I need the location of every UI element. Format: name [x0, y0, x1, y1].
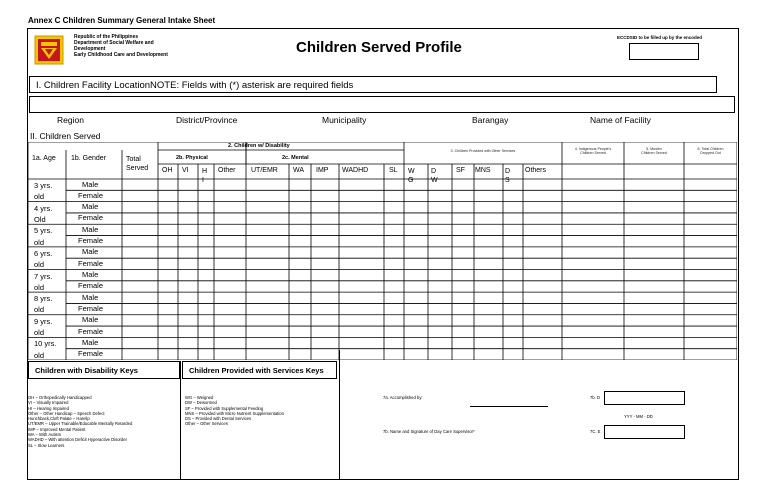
col-oh: OH: [162, 167, 173, 174]
gender-label: Female: [78, 258, 104, 268]
col-ds: [505, 167, 510, 185]
age-group-label-line: old: [34, 328, 45, 338]
col-wa: WA: [293, 167, 305, 174]
physical-header: 2b. Physical: [176, 155, 208, 161]
keys-divider: [180, 361, 181, 479]
age-group-label: [34, 293, 52, 316]
age-group-label-line: old: [34, 260, 45, 270]
age-group-label-line: 9 yrs.: [34, 316, 53, 326]
agency-line: Development: [74, 46, 106, 52]
col-dw-line: W: [431, 177, 438, 184]
age-group-label-line: old: [34, 350, 45, 360]
signature-divider: [339, 350, 340, 479]
municipality-label: Municipality: [322, 115, 367, 125]
children-served-table: [28, 142, 737, 360]
disability-key-item: HI – Hearing Impaired: [28, 405, 69, 411]
age-group-header-line: 1a. Age: [32, 155, 56, 162]
col-mns: MNS: [475, 167, 491, 174]
section1-title: I. Children Facility LocationNOTE: Fields with (*) asterisk are required fields: [29, 76, 717, 93]
age-group-label: [34, 203, 52, 226]
total-served-header: [126, 155, 148, 173]
disability-key-item: VI – Visually Impaired: [28, 400, 69, 406]
indigenous-header: [562, 147, 624, 155]
date-format: YYY - MM - DD: [624, 414, 653, 419]
section2-title: II. Children Served: [30, 131, 101, 141]
col-wg: [408, 167, 415, 185]
col-wg-line: G: [408, 177, 414, 184]
agency-line: Early Childhood Care and Development: [74, 52, 168, 58]
age-group-label-line: 4 yrs.: [34, 203, 53, 213]
age-group-label-line: 5 yrs.: [34, 226, 53, 236]
services-keys-title: Children Provided with Services Keys: [182, 361, 337, 379]
gender-label: Female: [78, 281, 104, 291]
agency-name: [74, 34, 168, 58]
annex-title: Annex C Children Summary General Intake Sheet: [28, 16, 216, 25]
total-served-header-line: Total: [126, 156, 141, 163]
col-hi: [202, 167, 207, 185]
form-title: Children Served Profile: [296, 39, 462, 56]
gender-label: Male: [82, 247, 99, 257]
table-grid-lines: [28, 142, 737, 360]
field-7c[interactable]: [604, 425, 685, 439]
gender-header: 1b. Gender: [71, 155, 107, 162]
age-group-label-line: 7 yrs.: [34, 271, 53, 281]
muslim-header: [624, 147, 684, 155]
dswd-logo-icon: [34, 35, 64, 65]
col-sl: SL: [389, 167, 398, 174]
age-group-label-line: 8 yrs.: [34, 294, 53, 304]
disability-key-item: Hunchback,Cleft Palate – Harelip: [28, 416, 90, 422]
gender-label: Female: [78, 326, 104, 336]
disability-keys-list: [28, 395, 132, 448]
col-hi-line: H: [202, 168, 208, 175]
age-group-label: [34, 248, 52, 271]
date-label: 7b. D: [590, 395, 601, 400]
agency-line: Republic of the Philippines: [74, 34, 139, 40]
region-label: Region: [57, 115, 84, 125]
dropped-header-line: Dropped Out: [700, 151, 721, 155]
col-wg-line: W: [408, 168, 415, 175]
age-group-label: [34, 225, 52, 248]
district-province-label: District/Province: [176, 115, 238, 125]
age-group-label-line: 6 yrs.: [34, 248, 53, 258]
services-header: 3. Children Provided with Other Services: [450, 149, 516, 153]
col-wadhd: WADHD: [342, 167, 369, 174]
muslim-header-line: 5. Muslim: [646, 147, 662, 151]
service-key-item: MNS – Provided with Micro Nutrient Supplementation: [185, 410, 284, 416]
disability-keys-title: Children with Disability Keys: [28, 361, 180, 379]
age-group-label-line: old: [34, 282, 45, 292]
facility-name-label: Name of Facility: [590, 115, 651, 125]
col-dw-line: D: [431, 168, 437, 175]
indigenous-header-line: Children Served: [580, 151, 606, 155]
gender-label: Male: [82, 292, 99, 302]
age-group-label-line: 3 yrs.: [34, 181, 53, 190]
gender-label: Male: [82, 270, 99, 279]
date-field[interactable]: [604, 391, 685, 405]
col-hi-line: I: [202, 177, 204, 184]
col-dw: [431, 167, 438, 185]
location-input-row[interactable]: [29, 96, 735, 113]
service-key-item: SF – Provided with Supplemental Feeding: [185, 405, 264, 411]
disability-header: 2. Children w/ Disability: [228, 143, 290, 149]
col-others: Others: [525, 167, 547, 174]
disability-key-item: SL – Slow Learners: [28, 442, 65, 448]
mental-header: 2c. Mental: [282, 155, 309, 161]
age-group-label: [34, 180, 52, 203]
eccd-label: ECCDSID to be filled up by the encoded: [617, 35, 703, 40]
dropped-header: [684, 147, 737, 155]
age-group-label: [34, 338, 57, 361]
age-group-label: [34, 316, 52, 339]
service-key-item: DS – Provided with Dental Services: [185, 416, 252, 422]
gender-label: Female: [78, 213, 104, 223]
col-ds-line: D: [505, 168, 511, 175]
age-group-label-line: 10 yrs.: [34, 339, 57, 349]
service-key-item: DW – Dewormed: [185, 400, 217, 406]
barangay-label: Barangay: [472, 115, 509, 125]
accomplished-by-label: 7a. Accomplished by:: [383, 395, 423, 400]
name-signature-label: 7b. Name and Signature of Day Care Supervisor*: [383, 429, 475, 434]
eccd-id-field[interactable]: [629, 43, 699, 60]
col-other: Other: [218, 167, 236, 174]
age-group-label-line: Old: [34, 214, 46, 224]
gender-label: Female: [78, 190, 104, 200]
disability-key-item: IMP – Improved Mental Patient: [28, 426, 86, 432]
agency-line: Department of Social Welfare and: [74, 40, 154, 46]
disability-key-item: WA – With Autism: [28, 432, 62, 438]
muslim-header-line: Children Served: [641, 151, 667, 155]
gender-label: Male: [82, 202, 99, 212]
disability-key-item: WADHD – With attention Deficit Hyperactive Disorder: [28, 437, 127, 443]
disability-key-item: OH – Orthopedically Handicapped: [28, 395, 92, 400]
col-ut-emr: UT/EMR: [251, 167, 278, 174]
gender-label: Male: [82, 179, 99, 189]
col-sf: SF: [456, 167, 465, 174]
col-imp: IMP: [316, 167, 329, 174]
field-7c-label: 7C. E: [590, 429, 601, 434]
total-served-header-line: Served: [126, 165, 149, 172]
dropped-header-line: 6. Total Children: [697, 147, 724, 151]
age-group-label-line: old: [34, 305, 45, 315]
gender-label: Female: [78, 349, 104, 359]
indigenous-header-line: 4. Indigenous People's: [574, 147, 612, 151]
disability-key-item: UT/EMR – Upper Trainable/Educable Mentally Retarded: [28, 421, 133, 427]
age-group-label-line: old: [34, 237, 45, 247]
services-keys-list: [185, 395, 284, 427]
service-key-item: WG – Weigned: [185, 395, 214, 400]
col-vi: VI: [182, 167, 189, 174]
disability-key-item: Other – Other Handicap – Speech Defect: [28, 410, 105, 416]
gender-label: Male: [82, 315, 99, 325]
age-group-label-line: old: [34, 192, 45, 202]
age-group-header: [32, 155, 56, 162]
gender-label: Male: [82, 224, 99, 234]
accomplished-by-line[interactable]: [470, 406, 548, 407]
service-key-item: Other – Other Services: [185, 421, 228, 427]
age-group-label: [34, 271, 52, 294]
gender-label: Female: [78, 303, 104, 313]
col-ds-line: S: [505, 177, 510, 184]
gender-label: Female: [78, 236, 104, 246]
gender-label: Male: [82, 337, 99, 347]
